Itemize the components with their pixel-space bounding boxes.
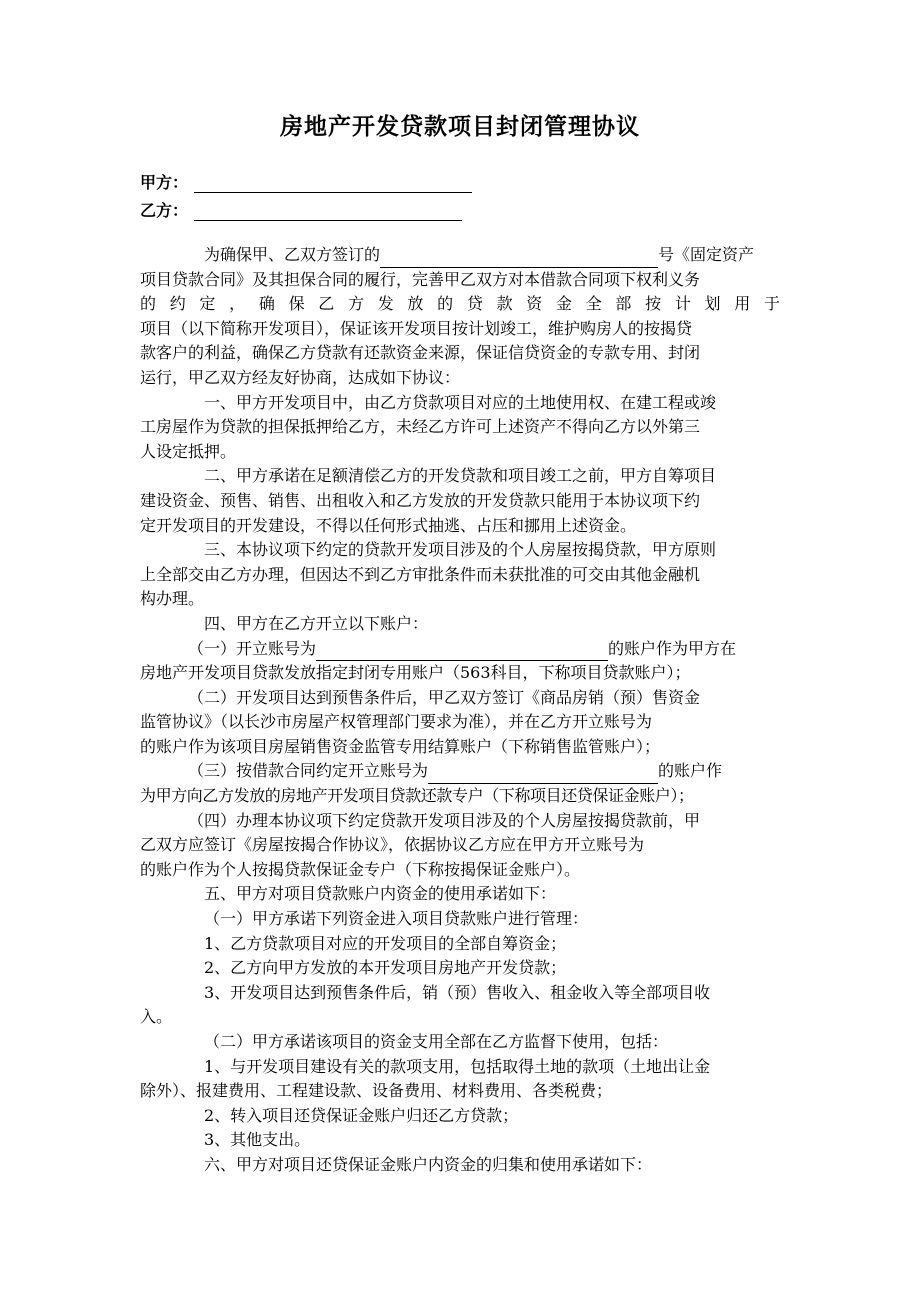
clause-4-4-line-1: （四）办理本协议项下约定贷款开发项目涉及的个人房屋按揭贷款前，甲: [188, 810, 701, 830]
clause-5-1-item-1: 1、乙方贷款项目对应的开发项目的全部自筹资金；: [204, 933, 567, 953]
clause-4-2-line-3: 的账户作为该项目房屋销售资金监管专用结算账户（下称销售监管账户）；: [140, 736, 661, 756]
clause-1-line-2: 工房屋作为贷款的担保抵押给乙方，未经乙方许可上述资产不得向乙方以外第三: [140, 417, 701, 437]
clause-5-1-item-3-line-1: 3、开发项目达到预售条件后，销（预）售收入、租金收入等全部项目收: [204, 982, 711, 1002]
clause-4-2-line-1: （二）开发项目达到预售条件后，甲乙双方签订《商品房销（预）售资金: [188, 687, 701, 707]
clause-5-1-heading: （一）甲方承诺下列资金进入项目贷款账户进行管理：: [204, 909, 589, 929]
agreement-body: [140, 243, 780, 1178]
clause-4-4-line-2: 乙双方应签订《房屋按揭合作协议》，依据协议乙方应在甲方开立账号为: [140, 835, 645, 855]
document-title: 房地产开发贷款项目封闭管理协议: [280, 114, 640, 140]
clause-2-line-1: 二、甲方承诺在足额清偿乙方的开发贷款和项目竣工之前，甲方自筹项目: [204, 466, 717, 486]
intro-line-4: 项目（以下简称开发项目），保证该开发项目按计划竣工，维护购房人的按揭贷: [140, 318, 693, 338]
party-a-line: [140, 170, 472, 193]
clause-2-line-2: 建设资金、预售、销售、出租收入和乙方发放的开发贷款只能用于本协议项下约: [140, 490, 701, 510]
clause-5-2-heading: （二）甲方承诺该项目的资金支用全部在乙方监督下使用，包括：: [204, 1032, 669, 1051]
clause-5-2-item-3: 3、其他支出。: [204, 1130, 311, 1150]
party-a-blank: [194, 174, 472, 193]
intro-line-2: 项目贷款合同》及其担保合同的履行，完善甲乙双方对本借款合同项下权利义务: [140, 269, 701, 289]
party-b-line: [140, 198, 462, 221]
clause-4-3-line-1: （三）按借款合同约定开立账号为 的账户作: [140, 759, 780, 784]
clause-4-3-line-2: 为甲方向乙方发放的房地产开发项目贷款还款专户（下称项目还贷保证金账户）；: [140, 786, 694, 806]
clause-1-line-1: 一、甲方开发项目中，由乙方贷款项目对应的土地使用权、在建工程或竣: [204, 392, 717, 412]
clause-6-heading: 六、甲方对项目还贷保证金账户内资金的归集和使用承诺如下：: [204, 1154, 653, 1174]
intro-line-3: 的约定，确保乙方发放的贷款资金全部按计划用于: [140, 294, 780, 314]
clause-3-line-2: 上全部交由乙方办理，但因达不到乙方审批条件而未获批准的可交由其他金融机: [140, 564, 701, 584]
clause-4-heading: 四、甲方在乙方开立以下账户：: [204, 613, 429, 633]
clause-5-2-item-2: 2、转入项目还贷保证金账户归还乙方贷款；: [204, 1105, 519, 1125]
intro-line-1: 为确保甲、乙双方签订的 号《固定资产: [140, 243, 780, 268]
party-a-label: 甲方：: [140, 173, 189, 192]
clause-5-1-item-2: 2、乙方向甲方发放的本开发项目房地产开发贷款；: [204, 958, 567, 978]
loan-account-blank: [316, 643, 608, 661]
clause-5-1-item-3-line-2: 入。: [140, 1007, 173, 1027]
clause-2-line-3: 定开发项目的开发建设，不得以任何形式抽逃、占压和挪用上述资金。: [140, 515, 637, 535]
clause-5-2-item-1-line-1: 1、与开发项目建设有关的款项支用，包括取得土地的款项（土地出让金: [204, 1056, 711, 1076]
clause-1-line-3: 人设定抵押。: [140, 441, 237, 461]
contract-number-blank: [380, 250, 658, 268]
clause-3-line-1: 三、本协议项下约定的贷款开发项目涉及的个人房屋按揭贷款，甲方原则: [204, 540, 717, 560]
clause-4-2-line-2: 监管协议》（以长沙市房屋产权管理部门要求为准），并在乙方开立账号为: [140, 712, 653, 732]
clause-5-heading: 五、甲方对项目贷款账户内资金的使用承诺如下：: [204, 884, 557, 904]
clause-4-1-line-2: 房地产开发项目贷款发放指定封闭专用账户（563科目，下称项目贷款账户）；: [140, 663, 691, 683]
clause-4-1-line-1: （一）开立账号为 的账户作为甲方在: [140, 637, 780, 662]
clause-4-4-line-3: 的账户作为个人按揭贷款保证金专户（下称按揭保证金账户）。: [140, 859, 581, 879]
party-b-blank: [194, 202, 462, 221]
intro-line-5: 款客户的利益，确保乙方贷款有还款资金来源，保证信贷资金的专款专用、封闭: [140, 343, 701, 363]
repayment-account-blank: [428, 766, 658, 784]
clause-3-line-3: 构办理。: [140, 589, 205, 609]
clause-5-2-item-1-line-2: 除外）、报建费用、工程建设款、设备费用、材料费用、各类税费；: [140, 1081, 613, 1101]
party-b-label: 乙方：: [140, 201, 189, 220]
intro-line-6: 运行，甲乙双方经友好协商，达成如下协议：: [140, 367, 461, 387]
